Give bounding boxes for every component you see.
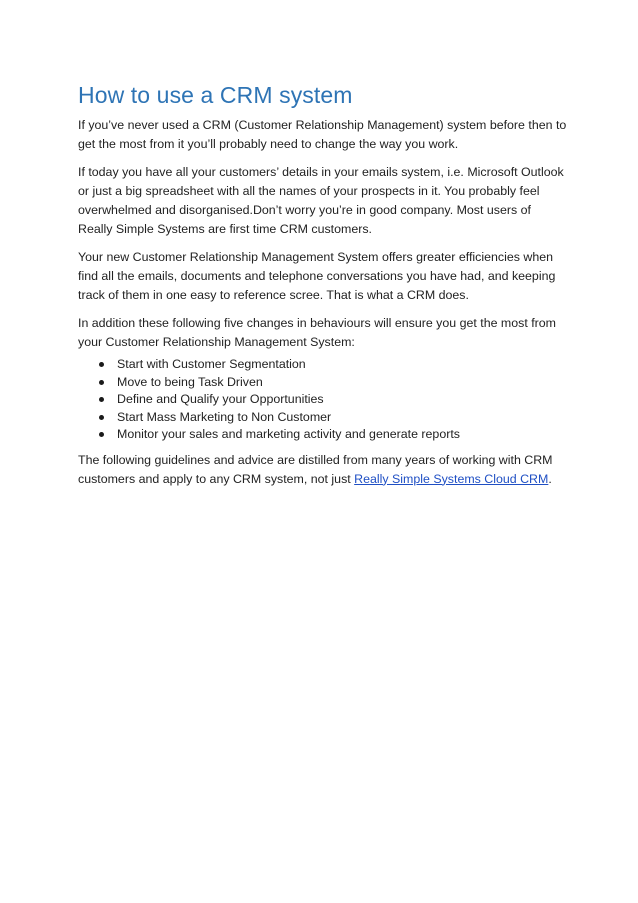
list-item-label: Start with Customer Segmentation: [117, 357, 306, 371]
bullet-list: [78, 356, 568, 444]
document-title: How to use a CRM system: [78, 82, 353, 108]
bullet-icon: [99, 415, 104, 420]
list-item-label: Monitor your sales and marketing activity and generate reports: [117, 427, 460, 441]
list-item: [78, 356, 568, 374]
bullet-icon: [99, 380, 104, 385]
bullet-icon: [99, 362, 104, 367]
bullet-icon: [99, 432, 104, 437]
bullet-icon: [99, 397, 104, 402]
closing-text: The following guidelines and advice are distilled from many years of working with CRM customers and apply to any CRM system, not just: [78, 452, 553, 486]
paragraph-crm-benefits: Your new Customer Relationship Management System offers greater efficiencies when find all the emails, documents and telephone conversations you have had, and keeping track of them in one easy to reference scree. That is what a CRM does.: [78, 250, 556, 302]
paragraph-five-changes: In addition these following five changes in behaviours will ensure you get the most from your Customer Relationship Management System:: [78, 316, 556, 349]
list-item: [78, 409, 568, 427]
list-item: [78, 426, 568, 444]
list-item: [78, 391, 568, 409]
really-simple-systems-link[interactable]: Really Simple Systems Cloud CRM: [354, 471, 549, 486]
closing-period: .: [548, 471, 552, 486]
paragraph-closing: [78, 451, 568, 489]
paragraph-intro: If you’ve never used a CRM (Customer Relationship Management) system before then to get the most from it you’ll probably need to change the way you work.: [78, 118, 567, 151]
list-item-label: Move to being Task Driven: [117, 374, 263, 389]
list-item: [78, 374, 568, 392]
list-item-label: Start Mass Marketing to Non Customer: [117, 409, 332, 424]
paragraph-current-situation: If today you have all your customers’ details in your emails system, i.e. Microsoft Outlook or just a big spreadsheet with all the names of your prospects in it. You probably feel overwhelmed and disorganised.Don’t worry you’re in good company. Most users of Really Simple Systems are first time CRM customers.: [78, 165, 564, 236]
list-item-label: Define and Qualify your Opportunities: [117, 392, 324, 406]
document-page: [78, 80, 568, 498]
